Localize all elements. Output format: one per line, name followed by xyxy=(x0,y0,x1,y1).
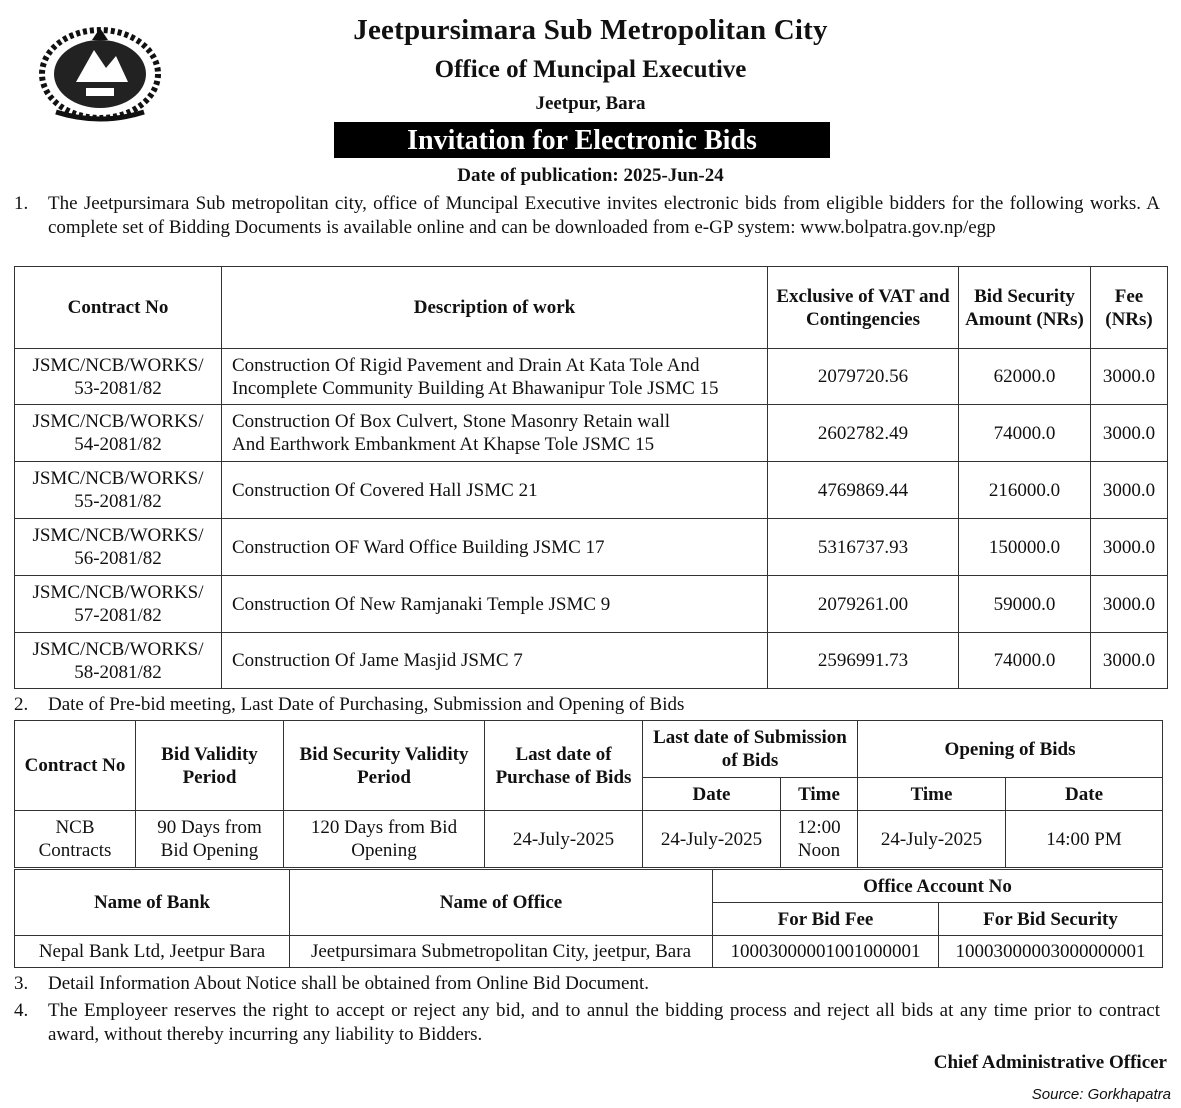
bank-name-cell: Nepal Bank Ltd, Jeetpur Bara xyxy=(15,936,290,968)
source-credit: Source: Gorkhapatra xyxy=(1031,1086,1171,1103)
col-bank-name: Name of Bank xyxy=(15,870,290,936)
col-account-no: Office Account No xyxy=(713,870,1163,903)
col-description: Description of work xyxy=(222,267,768,349)
fee-cell: 3000.0 xyxy=(1091,349,1168,405)
col-purchase-date: Last date of Purchase of Bids xyxy=(485,721,643,811)
security-cell: 62000.0 xyxy=(959,349,1091,405)
amount-cell: 2079261.00 xyxy=(768,576,959,633)
paragraph-text: Date of Pre-bid meeting, Last Date of Purchasing, Submission and Opening of Bids xyxy=(48,694,685,715)
contract-no-line1: JSMC/NCB/WORKS/ xyxy=(32,582,204,603)
validity-line1: 90 Days from xyxy=(157,817,262,838)
table-row xyxy=(15,349,1168,405)
amount-cell: 2079720.56 xyxy=(768,349,959,405)
contract-no-line2: 56-2081/82 xyxy=(74,548,162,569)
description-line2: Incomplete Community Building At Bhawanipur Tole JSMC 15 xyxy=(232,377,719,399)
table-row xyxy=(15,936,1163,968)
col-contract-no: Contract No xyxy=(15,267,222,349)
fee-cell: 3000.0 xyxy=(1091,519,1168,576)
col-bid-security-account: For Bid Security xyxy=(939,903,1163,936)
col-bid-fee-account: For Bid Fee xyxy=(713,903,939,936)
paragraph-text: The Jeetpursimara Sub metropolitan city, office of Muncipal Executive invites electronic bids from eligible bidders for the following works. A complete set of Bidding Documents is available online and can be downloaded from e-GP system: www.bolpatra.gov.np/egp xyxy=(48,193,1160,238)
col-amount: Exclusive of VAT and Contingencies xyxy=(768,267,959,349)
paragraph-number: 4. xyxy=(14,1000,29,1021)
fee-cell: 3000.0 xyxy=(1091,576,1168,633)
paragraph-number: 3. xyxy=(14,973,29,994)
contract-no-line1: JSMC/NCB/WORKS/ xyxy=(32,468,204,489)
office-name-cell: Jeetpursimara Submetropolitan City, jeetpur, Bara xyxy=(290,936,713,968)
publication-date: Date of publication: 2025-Jun-24 xyxy=(457,165,724,186)
amount-cell: 4769869.44 xyxy=(768,462,959,519)
col-opening: Opening of Bids xyxy=(858,721,1163,778)
description-line2: And Earthwork Embankment At Khapse Tole JSMC 15 xyxy=(232,434,655,455)
bid-fee-account-cell: 10003000001001000001 xyxy=(713,936,939,968)
security-validity-line1: 120 Days from Bid xyxy=(310,817,458,838)
office-title: Jeetpursimara Sub Metropolitan City xyxy=(353,14,828,46)
security-cell: 216000.0 xyxy=(959,462,1091,519)
submission-time-line2: Noon xyxy=(797,840,841,861)
description-cell: Construction Of New Ramjanaki Temple JSMC 9 xyxy=(222,576,768,633)
table-row xyxy=(15,405,1168,462)
table-row xyxy=(15,576,1168,633)
paragraph-text: The Employeer reserves the right to accept or reject any bid, and to annul the bidding process and reject all bids at any time prior to contract award, without thereby incurring any liability to Bidders. xyxy=(48,1000,1160,1045)
col-submission-date: Date xyxy=(643,778,781,811)
contract-no-line2: 58-2081/82 xyxy=(74,661,162,683)
col-validity: Bid Validity Period xyxy=(136,721,284,811)
col-submission-time: Time xyxy=(781,778,858,811)
description-line1: Construction Of Rigid Pavement and Drain At Kata Tole And xyxy=(232,354,700,376)
paragraph-2 xyxy=(14,693,1160,717)
contract-no-line1: JSMC/NCB/WORKS/ xyxy=(32,411,204,432)
amount-cell: 2596991.73 xyxy=(768,633,959,689)
opening-time-cell: 24-July-2025 xyxy=(858,811,1006,868)
validity-line2: Bid Opening xyxy=(160,840,259,861)
col-opening-date: Date xyxy=(1006,778,1163,811)
contract-no-line2: 57-2081/82 xyxy=(74,605,162,626)
office-subtitle: Office of Muncipal Executive xyxy=(434,56,747,83)
dates-table xyxy=(14,720,1163,868)
description-cell: Construction Of Covered Hall JSMC 21 xyxy=(222,462,768,519)
contract-line2: Contracts xyxy=(38,840,112,861)
col-contract: Contract No xyxy=(15,721,136,811)
submission-time-line1: 12:00 xyxy=(797,817,841,838)
paragraph-3 xyxy=(14,972,1160,996)
contract-line1: NCB xyxy=(55,817,95,838)
signatory-title: Chief Administrative Officer xyxy=(933,1052,1167,1073)
purchase-date-cell: 24-July-2025 xyxy=(485,811,643,868)
col-fee: Fee (NRs) xyxy=(1091,267,1168,349)
col-bid-security: Bid Security Amount (NRs) xyxy=(959,267,1091,349)
notice-banner: Invitation for Electronic Bids xyxy=(334,122,830,158)
works-table xyxy=(14,266,1168,689)
contract-no-line2: 53-2081/82 xyxy=(74,377,162,399)
description-line1: Construction Of Box Culvert, Stone Masonry Retain wall xyxy=(232,411,671,432)
bid-security-account-cell: 10003000003000000001 xyxy=(939,936,1163,968)
paragraph-number: 1. xyxy=(14,193,29,214)
table-header-row xyxy=(15,721,1163,778)
col-security-validity: Bid Security Validity Period xyxy=(284,721,485,811)
contract-no-line2: 55-2081/82 xyxy=(74,491,162,512)
contract-no-line1: JSMC/NCB/WORKS/ xyxy=(32,638,204,660)
security-cell: 74000.0 xyxy=(959,405,1091,462)
contract-no-line2: 54-2081/82 xyxy=(74,434,162,455)
table-row xyxy=(15,519,1168,576)
fee-cell: 3000.0 xyxy=(1091,462,1168,519)
fee-cell: 3000.0 xyxy=(1091,405,1168,462)
table-row xyxy=(15,811,1163,868)
paragraph-4 xyxy=(14,999,1160,1047)
contract-no-line1: JSMC/NCB/WORKS/ xyxy=(32,354,204,376)
col-submission: Last date of Submission of Bids xyxy=(643,721,858,778)
table-header-row xyxy=(15,267,1168,349)
security-validity-line2: Opening xyxy=(351,840,417,861)
table-row xyxy=(15,633,1168,689)
table-row xyxy=(15,462,1168,519)
bank-table xyxy=(14,869,1163,968)
amount-cell: 2602782.49 xyxy=(768,405,959,462)
paragraph-text: Detail Information About Notice shall be obtained from Online Bid Document. xyxy=(48,973,650,994)
security-cell: 74000.0 xyxy=(959,633,1091,689)
amount-cell: 5316737.93 xyxy=(768,519,959,576)
contract-no-line1: JSMC/NCB/WORKS/ xyxy=(32,525,204,546)
submission-date-cell: 24-July-2025 xyxy=(643,811,781,868)
col-office-name: Name of Office xyxy=(290,870,713,936)
description-cell: Construction Of Jame Masjid JSMC 7 xyxy=(222,633,768,689)
description-cell: Construction OF Ward Office Building JSMC 17 xyxy=(222,519,768,576)
paragraph-1 xyxy=(14,192,1160,240)
opening-date-cell: 14:00 PM xyxy=(1006,811,1163,868)
office-location: Jeetpur, Bara xyxy=(535,93,646,114)
fee-cell: 3000.0 xyxy=(1091,633,1168,689)
security-cell: 59000.0 xyxy=(959,576,1091,633)
table-header-row xyxy=(15,870,1163,903)
security-cell: 150000.0 xyxy=(959,519,1091,576)
paragraph-number: 2. xyxy=(14,694,29,715)
col-opening-time: Time xyxy=(858,778,1006,811)
